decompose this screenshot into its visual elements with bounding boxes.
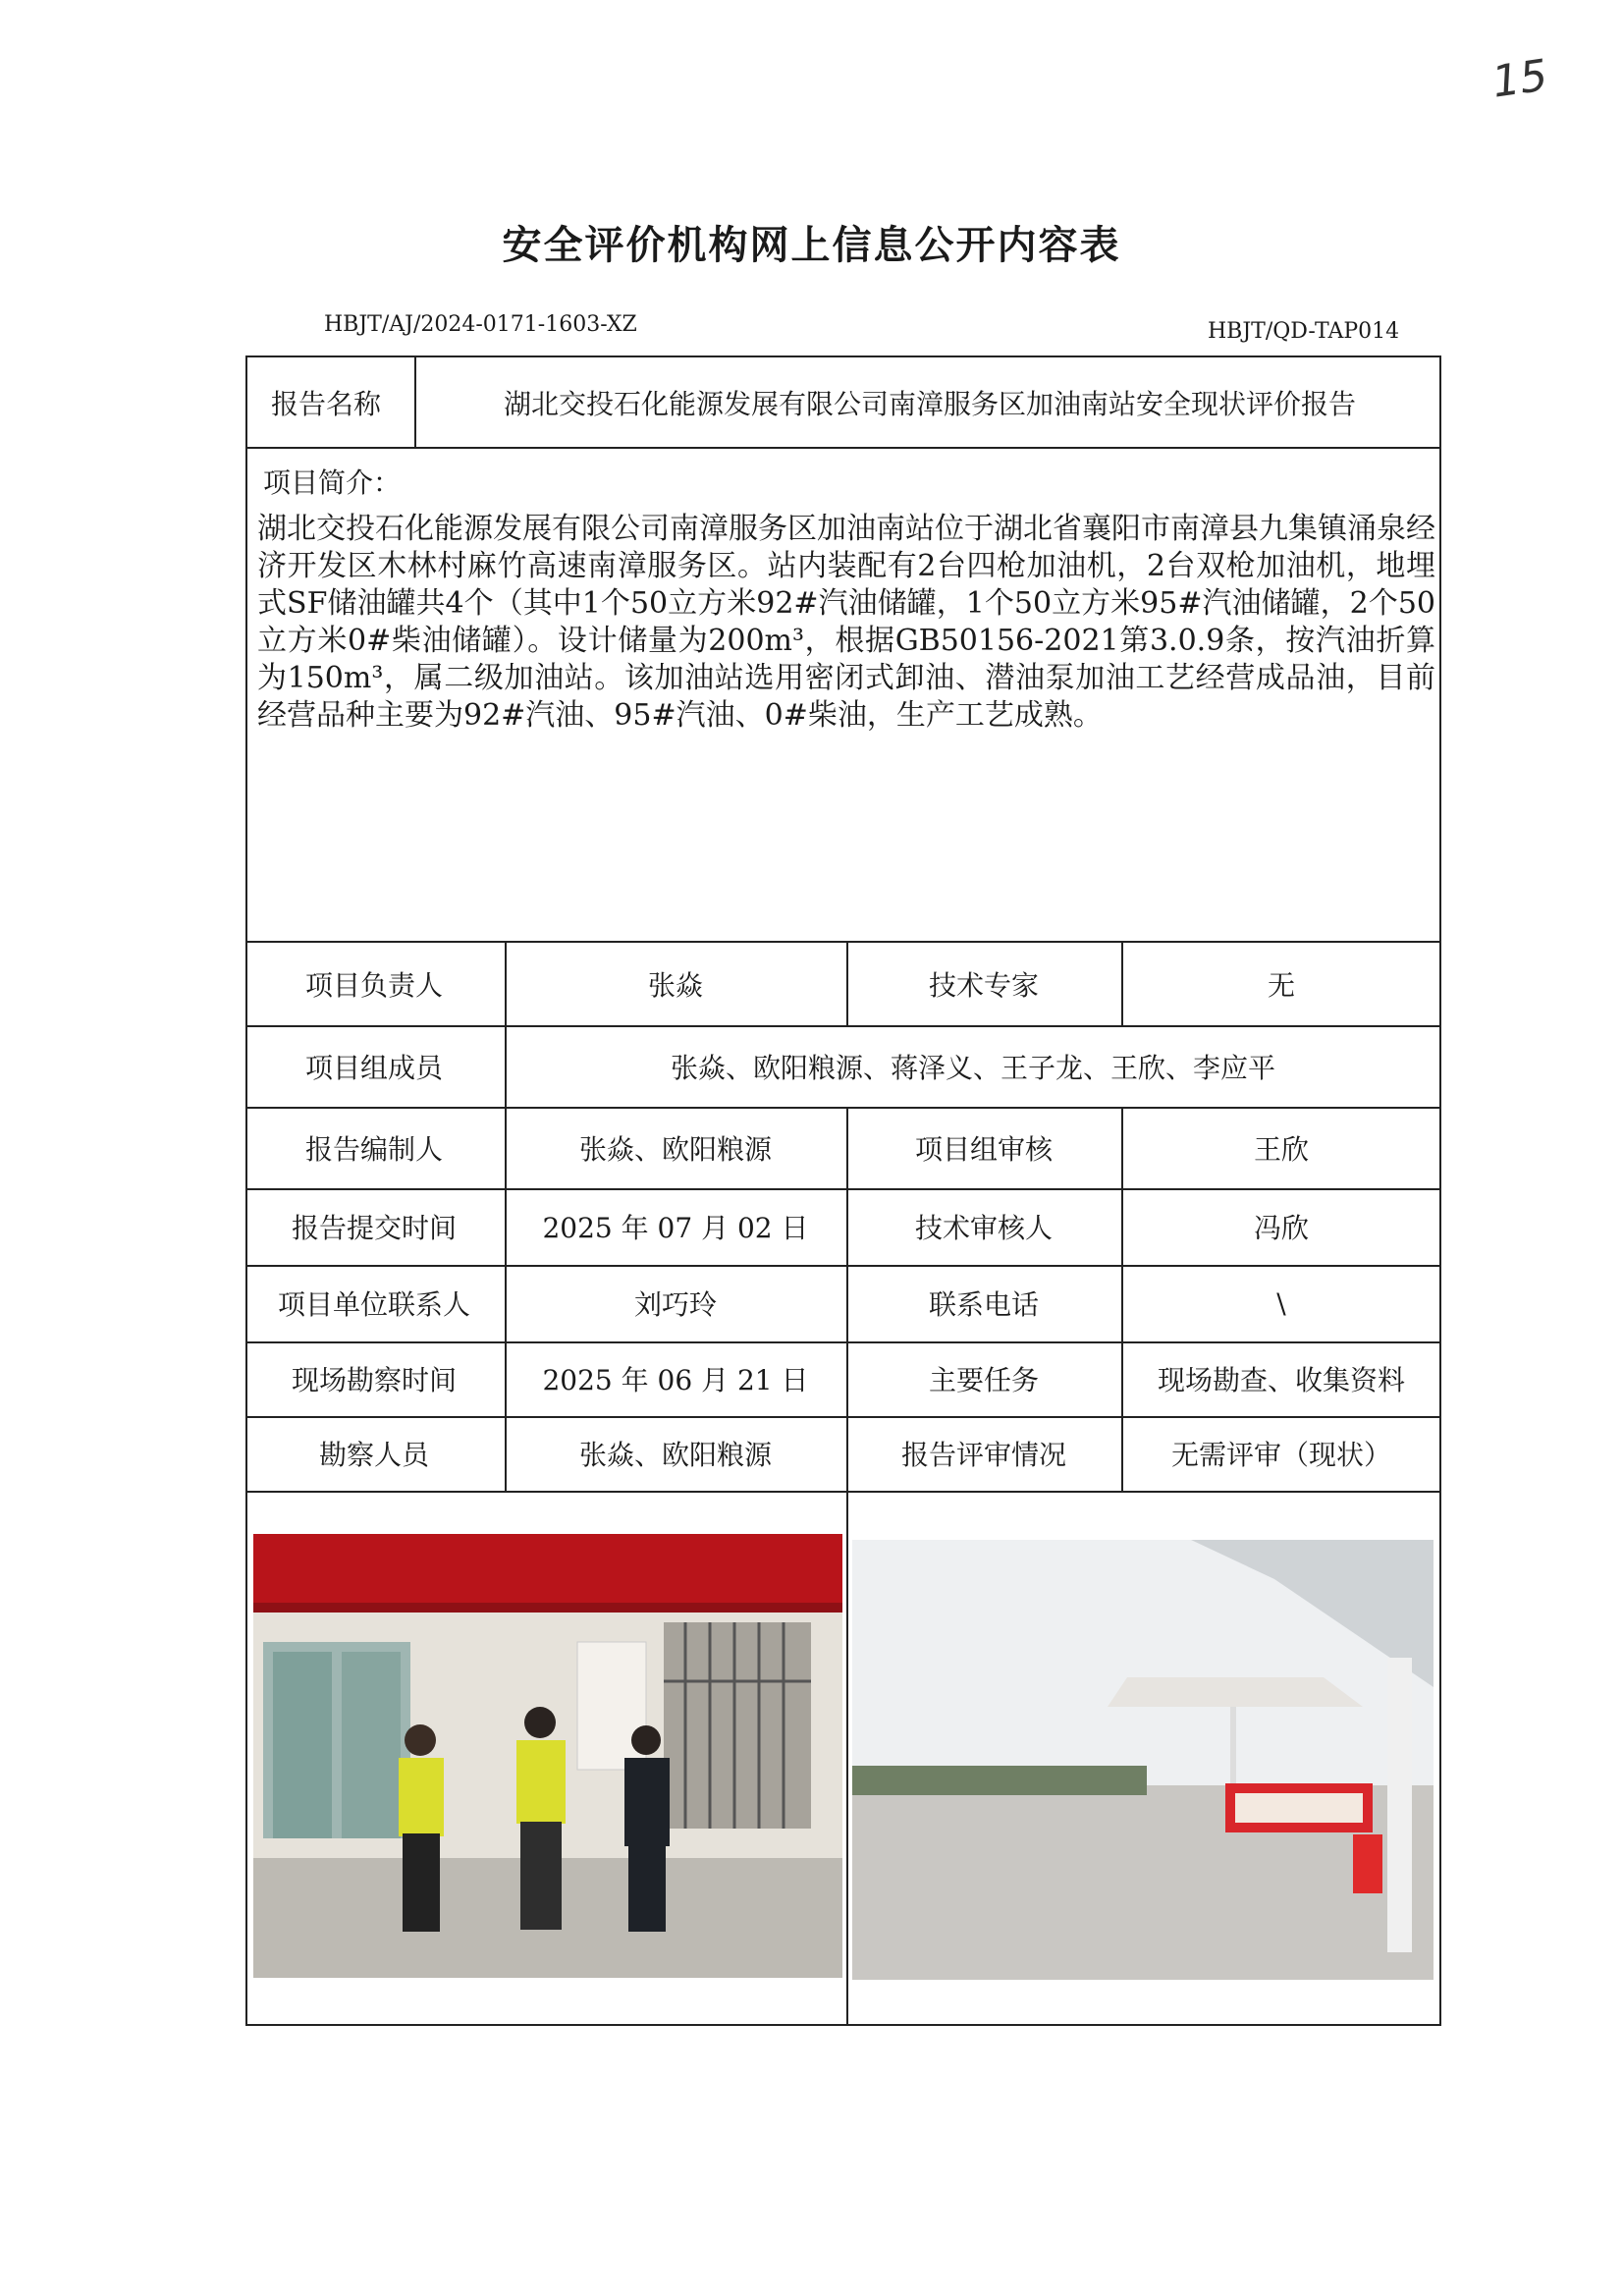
table-row-contact [245,1265,1441,1343]
row-label: 勘察人员 [318,1439,429,1471]
row-label: 报告评审情况 [900,1439,1066,1471]
row-value: 王欣 [1253,1132,1309,1166]
table-row-surveyors [245,1416,1441,1493]
row-label: 联系电话 [928,1288,1039,1321]
form-code: HBJT/QD-TAP014 [1208,319,1400,344]
row-label: 项目负责人 [304,969,443,1002]
row-label: 技术审核人 [914,1212,1053,1244]
row-value: 张焱、欧阳粮源 [578,1439,772,1471]
intro-label: 项目简介： [263,466,402,499]
row-label: 项目组成员 [304,1051,443,1084]
row-value: 现场勘查、收集资料 [1157,1364,1405,1396]
row-value: 无 [1267,969,1295,1002]
row-label: 主要任务 [928,1364,1039,1396]
row-label: 报告提交时间 [291,1212,457,1244]
row-label: 现场勘察时间 [291,1364,457,1396]
row-label: 技术专家 [928,969,1039,1002]
site-photo-station-image [852,1540,1434,1980]
row-value: \ [1276,1286,1286,1320]
report-name-label: 报告名称 [270,387,381,420]
row-value: 2025 年 07 月 02 日 [542,1212,809,1244]
site-photo-staff-image [253,1534,842,1978]
row-value: 2025 年 06 月 21 日 [542,1364,809,1396]
intro-text: 湖北交投石化能源发展有限公司南漳服务区加油南站位于湖北省襄阳市南漳县九集镇涌泉经济开发区木林村麻竹高速南漳服务区。站内装配有2台四枪加油机，2台双枪加油机，地埋式SF储油罐共4个（其中1个50立方米92#汽油储罐，1个50立方米95#汽油储罐，2个50立方米0#柴油储罐）。设计储量为200m³，根据GB50156-2021第3.0.9条，按汽油折算为150m³，属二级加油站。该加油站选用密闭式卸油、潜油泵加油工艺经营成品油，目前经营品种主要为92#汽油、95#汽油、0#柴油，生产工艺成熟。 [257,512,1435,733]
row-value: 无需评审（现状） [1170,1439,1391,1471]
row-value: 冯欣 [1253,1212,1309,1244]
row-value: 张焱、欧阳粮源 [578,1132,772,1166]
row-value: 刘巧玲 [633,1288,717,1321]
report-name-value: 湖北交投石化能源发展有限公司南漳服务区加油南站安全现状评价报告 [503,387,1356,420]
table-row-authors [245,1107,1441,1190]
table-row-survey [245,1341,1441,1418]
row-label: 项目单位联系人 [277,1288,470,1321]
row-value: 张焱、欧阳粮源、蒋泽义、王子龙、王欣、李应平 [670,1051,1275,1084]
site-photo-station [852,1540,1434,1980]
report-code: HBJT/AJ/2024-0171-1603-XZ [324,312,637,337]
row-label: 项目组审核 [914,1132,1053,1166]
row-label: 报告编制人 [304,1132,443,1166]
document-title: 安全评价机构网上信息公开内容表 [502,222,1121,268]
row-value: 张焱 [647,969,703,1002]
table-row-leader [245,941,1441,1027]
table-row-members [245,1025,1441,1109]
page-number-handwritten: 15 [1488,50,1551,108]
site-photo-staff [253,1534,842,1978]
table-row-submit [245,1188,1441,1267]
report-name-row [245,355,1441,449]
